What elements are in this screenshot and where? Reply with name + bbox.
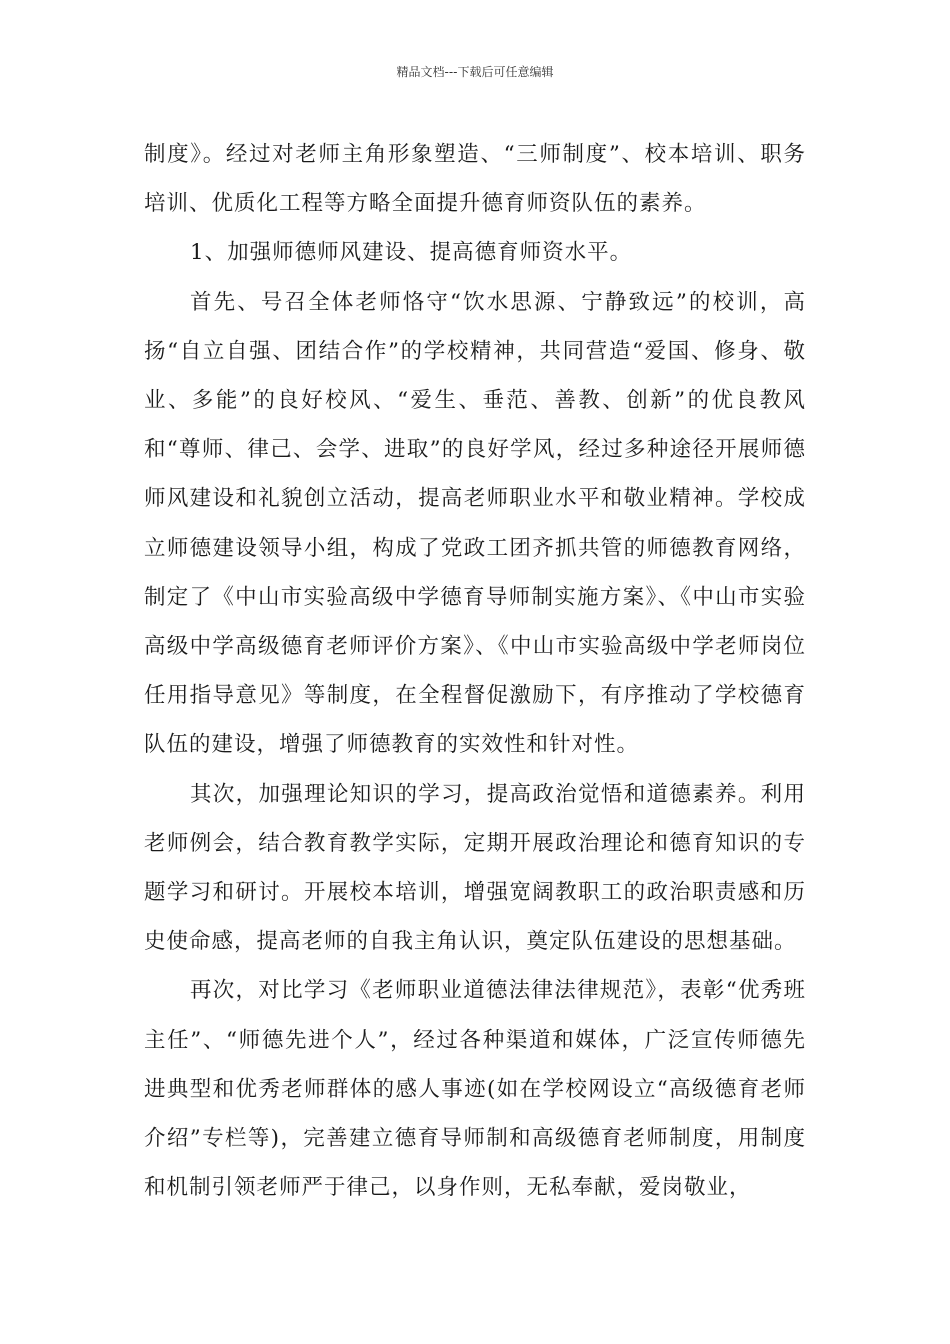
paragraph: 再次，对比学习《老师职业道德法律法律规范》，表彰“优秀班主任”、“师德先进个人”，经过各种渠道和媒体，广泛宣传师德先进典型和优秀老师群体的感人事迹(如在学校网设立“高级德育老师介绍”专栏等)，完善建立德育导师制和高级德育老师制度，用制度和机制引领老师严于律己，以身作则，无私奉献，爱岗敬业，: [144, 978, 806, 1201]
paragraph: 制度》。经过对老师主角形象塑造、“三师制度”、校本培训、职务培训、优质化工程等方略全面提升德育师资队伍的素养。: [144, 142, 806, 217]
paragraph: 首先、号召全体老师恪守“饮水思源、宁静致远”的校训，高扬“自立自强、团结合作”的学校精神，共同营造“爱国、修身、敬业、多能”的良好校风、“爱生、垂范、善教、创新”的优良教风和“尊师、律己、会学、进取”的良好学风，经过多种途径开展师德师风建设和礼貌创立活动，提高老师职业水平和敬业精神。学校成立师德建设领导小组，构成了党政工团齐抓共管的师德教育网络，制定了《中山市实验高级中学德育导师制实施方案》、《中山市实验高级中学高级德育老师评价方案》、《中山市实验高级中学老师岗位任用指导意见》等制度，在全程督促激励下，有序推动了学校德育队伍的建设，增强了师德教育的实效性和针对性。: [144, 289, 806, 758]
document-body: [144, 130, 806, 1212]
section-heading: 1、加强师德师风建设、提高德育师资水平。: [190, 240, 633, 266]
page-header: 精品文档---下载后可任意编辑: [396, 65, 554, 79]
paragraph: 其次，加强理论知识的学习，提高政治觉悟和道德素养。利用老师例会，结合教育教学实际，定期开展政治理论和德育知识的专题学习和研讨。开展校本培训，增强宽阔教职工的政治职责感和历史使命感，提高老师的自我主角认识，奠定队伍建设的思想基础。: [144, 781, 806, 955]
